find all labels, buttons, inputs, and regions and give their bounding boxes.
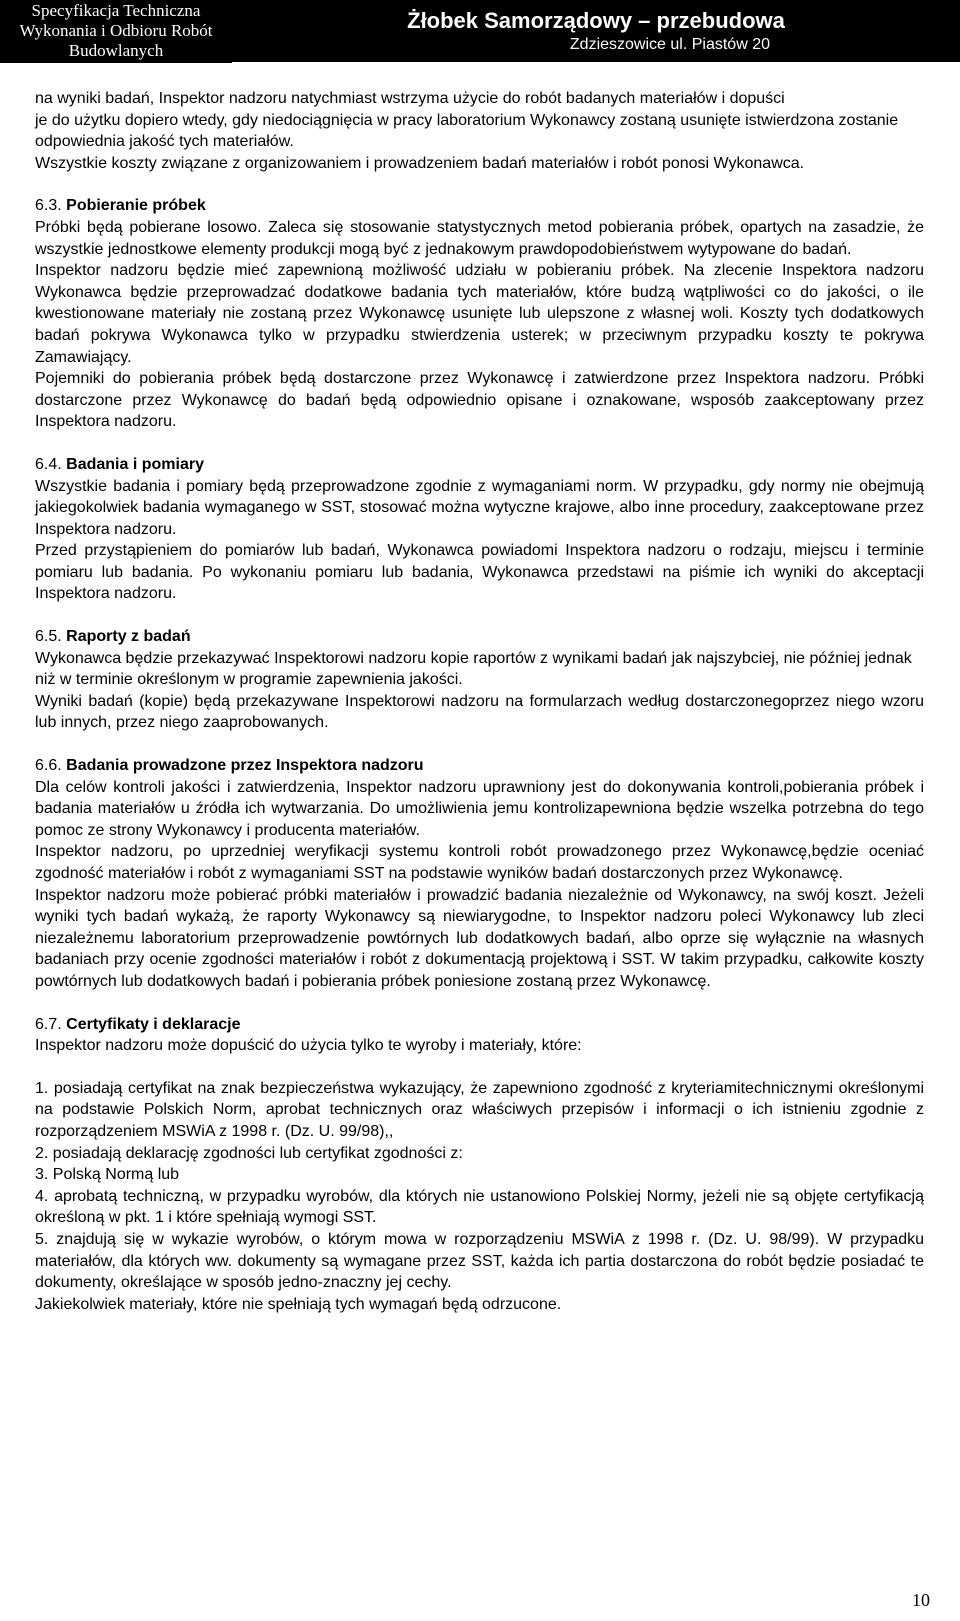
paragraph: Próbki będą pobierane losowo. Zaleca się stosowanie statystycznych metod pobierania próbek, opartych na zasadzie, że wszystkie jednostkowe elementy produkcji mogą być z jednakowym prawdopodobieństwem wytypowane do badań. xyxy=(35,218,924,258)
section-title: Pobieranie próbek xyxy=(66,197,206,215)
paragraph: Przed przystąpieniem do pomiarów lub badań, Wykonawca powiadomi Inspektora nadzoru o rodzaju, miejscu i terminie pomiaru lub badania. Po wykonaniu pomiaru lub badania, Wykonawca przedstawi na piśmie ich wyniki do akceptacji Inspektora nadzoru. xyxy=(35,542,924,603)
page-number: 10 xyxy=(912,1590,930,1610)
header-project-title: Żłobek Samorządowy – przebudowa xyxy=(407,8,785,33)
header-project-block xyxy=(232,0,960,62)
page-header xyxy=(0,0,960,62)
section-number: 6.3. xyxy=(35,197,62,215)
section-title: Certyfikaty i deklaracje xyxy=(66,1015,241,1033)
section-heading-6-7 xyxy=(35,1014,924,1036)
section-title: Badania prowadzone przez Inspektora nadzoru xyxy=(66,757,424,775)
document-body xyxy=(35,88,924,1315)
paragraph: je do użytku dopiero wtedy, gdy niedociągnięcia w pracy laboratorium Wykonawcy zostaną usunięte istwierdzona zostanie odpowiednia jakość tych materiałów. xyxy=(35,111,899,151)
paragraph: Inspektor nadzoru, po uprzedniej weryfikacji systemu kontroli robót prowadzonego przez Wykonawcę,będzie oceniać zgodność materiałów i robót z wymaganiami SST na podstawie wyników badań dostarczonych przez Wykonawcę. xyxy=(35,843,924,882)
section-number: 6.6. xyxy=(35,757,62,775)
section-heading-6-5 xyxy=(35,626,924,648)
header-spec-line3: Budowlanych xyxy=(68,41,164,60)
list-item: 3. Polską Normą lub xyxy=(35,1166,180,1184)
section-heading-6-3 xyxy=(35,195,924,217)
list-item: 5. znajdują się w wykazie wyrobów, o którym mowa w rozporządzeniu MSWiA z 1998 r. (Dz. U. 98/99). W przypadku materiałów, dla których ww. dokumenty są wymagane przez SST, każda ich partia dostarczona do robót będzie posiadać te dokumenty, określające w sposób jedno-znaczny jej cechy. xyxy=(35,1230,924,1292)
paragraph: Jakiekolwiek materiały, które nie spełniają tych wymagań będą odrzucone. xyxy=(35,1295,562,1313)
paragraph: Pojemniki do pobierania próbek będą dostarczone przez Wykonawcę i zatwierdzone przez Inspektora nadzoru. Próbki dostarczone przez Wykonawcę do badań będą odpowiednio opisane i oznakowane, wsposób zaakceptowany przez Inspektora nadzoru. xyxy=(35,370,924,431)
paragraph: Wyniki badań (kopie) będą przekazywane Inspektorowi nadzoru na formularzach według dostarczonegoprzez niego wzoru lub innych, przez niego zaaprobowanych. xyxy=(35,692,924,732)
section-number: 6.4. xyxy=(35,455,62,473)
section-title: Badania i pomiary xyxy=(66,455,204,473)
paragraph: Inspektor nadzoru może pobierać próbki materiałów i prowadzić badania niezależnie od Wykonawcy, na swój koszt. Jeżeli wyniki tych badań wykażą, że raporty Wykonawcy są niewiarygodne, to Inspektor nadzoru poleci Wykonawcy lub zleci niezależnemu laboratorium przeprowadzenie powtórnych lub dodatkowych badań, albo oprze się wyłącznie na własnych badaniach przy ocenie zgodności materiałów i robót z dokumentacją projektową i SST. W takim przypadku, całkowite koszty powtórnych lub dodatkowych badań i pobierania próbek poniesione zostaną przez Wykonawcę. xyxy=(35,886,924,990)
header-spec-line2: Wykonania i Odbioru Robót xyxy=(19,21,213,40)
paragraph: Wszystkie badania i pomiary będą przeprowadzone zgodnie z wymaganiami norm. W przypadku, gdy normy nie obejmują jakiegokolwiek badania wymaganego w SST, stosować można wytyczne krajowe, albo inne procedury, zaakceptowane przez Inspektora nadzoru. xyxy=(35,477,924,538)
header-project-address: Zdzieszowice ul. Piastów 20 xyxy=(569,36,770,53)
header-spec-block xyxy=(0,0,232,63)
list-item: 1. posiadają certyfikat na znak bezpieczeństwa wykazujący, że zapewniono zgodność z kryteriamitechnicznymi określonymi na podstawie Polskich Norm, aprobat technicznych oraz właściwych przepisów i informacji o ich istnieniu zgodnie z rozporządzeniem MSWiA z 1998 r. (Dz. U. 99/98),, xyxy=(35,1079,924,1140)
paragraph: Inspektor nadzoru będzie mieć zapewnioną możliwość udziału w pobieraniu próbek. Na zlecenie Inspektora nadzoru Wykonawca będzie przeprowadzać dodatkowe badania tych materiałów, które budzą wątpliwości co do jakości, o ile kwestionowane materiały nie zostaną przez Wykonawcę usunięte lub ulepszone z własnej woli. Koszty tych dodatkowych badań pokrywa Wykonawca tylko w przypadku stwierdzenia usterek; w przeciwnym przypadku koszty te pokrywa Zamawiający. xyxy=(35,262,924,366)
paragraph: Dla celów kontroli jakości i zatwierdzenia, Inspektor nadzoru uprawniony jest do dokonywania kontroli,pobierania próbek i badania materiałów u źródła ich wytwarzania. Do umożliwienia jemu kontrolizapewniona będzie wszelka potrzebna do tego pomoc ze strony Wykonawcy i producenta materiałów. xyxy=(35,778,924,839)
paragraph: na wyniki badań, Inspektor nadzoru natychmiast wstrzyma użycie do robót badanych materiałów i dopuści xyxy=(35,90,785,107)
section-number: 6.7. xyxy=(35,1015,62,1033)
section-number: 6.5. xyxy=(35,628,62,646)
section-title: Raporty z badań xyxy=(66,628,191,646)
paragraph: Wszystkie koszty związane z organizowaniem i prowadzeniem badań materiałów i robót ponosi Wykonawca. xyxy=(35,154,805,172)
paragraph: Inspektor nadzoru może dopuścić do użycia tylko te wyroby i materiały, które: xyxy=(35,1037,582,1055)
list-item: 4. aprobatą techniczną, w przypadku wyrobów, dla których nie ustanowiono Polskiej Normy, jeżeli nie są objęte certyfikacją określoną w pkt. 1 i które spełniają wymogi SST. xyxy=(35,1187,924,1227)
list-item: 2. posiadają deklarację zgodności lub certyfikat zgodności z: xyxy=(35,1144,463,1162)
section-heading-6-6 xyxy=(35,755,924,777)
section-heading-6-4 xyxy=(35,454,924,476)
paragraph: Wykonawca będzie przekazywać Inspektorowi nadzoru kopie raportów z wynikami badań jak najszybciej, nie później jednak niż w terminie określonym w programie zapewnienia jakości. xyxy=(35,649,912,689)
header-spec-line1: Specyfikacja Techniczna xyxy=(31,1,201,20)
